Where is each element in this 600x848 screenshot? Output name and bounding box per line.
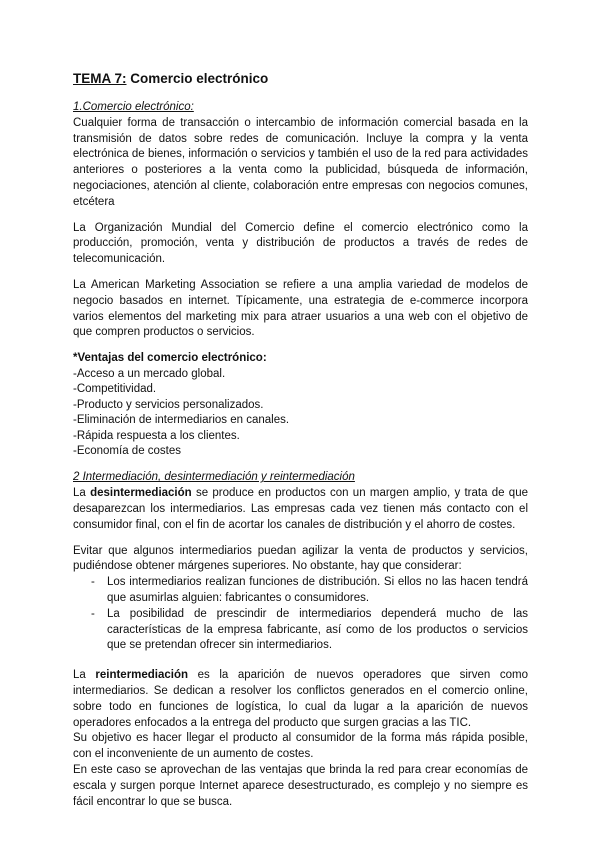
list-item: -Economía de costes [73,444,182,457]
title-prefix: TEMA 7: [73,71,127,86]
advantages-list [73,367,528,459]
term-desintermediacion: desintermediación [90,487,192,500]
text: es la aparición de nuevos operadores que sirven como intermediarios. Se dedican a resolver los conflictos generados en el comercio online, sobre todo en funciones de logística, lo cual da lugar a la aparición de nuevos operadores enfocados a la entrega del producto que surgen gracias a las TIC. [73,669,528,729]
paragraph-case: En este caso se aprovechan de las ventajas que brinda la red para crear economías de escala y surgen porque Internet aparece desestructurado, es complejo y no siempre es fácil encontrar lo que se busca. [73,763,528,808]
list-item: -Producto y servicios personalizados. [73,398,264,411]
list-item: - Los intermediarios realizan funciones de distribución. Si ellos no las hacen tendrá que asumirlas alguien: fabricantes o consumidores. [73,575,528,607]
paragraph-ama: La American Marketing Association se refiere a una amplia variedad de modelos de negocio basados en internet. Típicamente, una estrategia de e-commerce incorpora varios elementos del marketing mix para atraer usuarios a una web con el objetivo de que compren productos o servicios. [73,278,528,339]
paragraph-objective: Su objetivo es hacer llegar el producto al consumidor de la forma más rápida posible, con el inconveniente de un aumento de costes. [73,732,528,761]
document-page [73,70,528,810]
section-1-heading: 1.Comercio electrónico: [73,101,194,113]
list-item: -Eliminación de intermediarios en canales. [73,414,290,427]
paragraph-omc: La Organización Mundial del Comercio define el comercio electrónico como la producción, promoción, venta y distribución de productos a través de redes de telecomunicación. [73,221,528,266]
list-item: -Competitividad. [73,383,157,396]
paragraph-reintermediacion [73,668,528,731]
list-item: - La posibilidad de prescindir de intermediarios dependerá mucho de las características de la empresa fabricante, así como de los productos o servicios que se pretendan ofrecer sin intermediarios. [73,607,528,654]
text: La [73,669,96,682]
paragraph-avoid: Evitar que algunos intermediarios puedan agilizar la venta de productos y servicios, pudiéndose obtener márgenes superiores. No obstante, hay que considerar: [73,544,528,573]
paragraph-desintermediacion [73,486,528,533]
text: La [73,487,91,500]
section-2-heading: 2 Intermediación, desintermediación y reintermediación [73,471,355,484]
document-title [73,70,528,87]
paragraph-definition: Cualquier forma de transacción o intercambio de información comercial basada en la transmisión de datos sobre redes de comunicación. Incluye la compra y la venta electrónica de bienes, información o servicios y también el uso de la red para actividades anteriores o posteriores a la venta como la publicidad, búsqueda de información, negociaciones, atención al cliente, colaboración entre empresas con negocios comunes, etcétera [73,116,528,208]
considerations-list [73,575,528,654]
list-item: -Rápida respuesta a los clientes. [73,429,240,442]
list-item: -Acceso a un mercado global. [73,367,226,380]
title-text: Comercio electrónico [126,71,269,86]
advantages-heading: *Ventajas del comercio electrónico: [73,352,267,365]
text: se produce en productos con un margen amplio, y trata de que desaparezcan los intermediarios. Las empresas cada vez tienen más contacto con el consumidor final, con el fin de acortar los canales de distribución y el ahorro de costes. [73,487,528,531]
term-reintermediacion: reintermediación [95,669,189,682]
